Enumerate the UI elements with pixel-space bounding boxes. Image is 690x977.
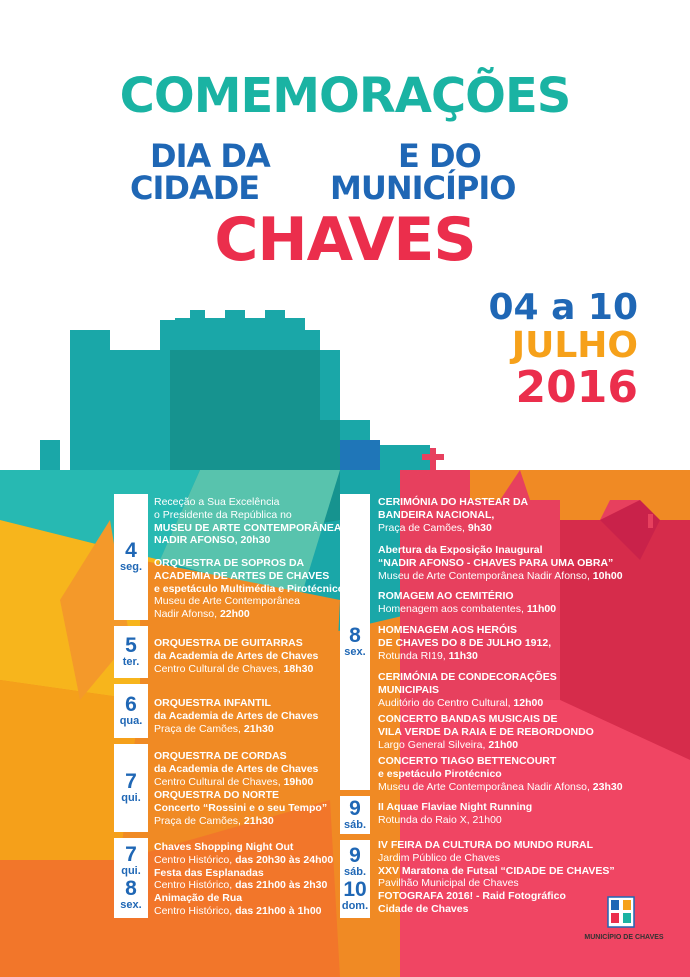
date-box-7 — [114, 744, 148, 832]
title-chaves: CHAVES — [214, 205, 476, 275]
event-8-exposicao: Abertura da Exposição Inaugural “NADIR AFONSO - CHAVES PARA UMA OBRA” Museu de Arte Contemporânea Nadir Afonso, 10h00 — [378, 544, 623, 582]
event-7-orquestra-cordas: ORQUESTRA DE CORDAS da Academia de Artes de Chaves Centro Cultural de Chaves, 19h00 — [154, 750, 319, 788]
day-number-2: 8 — [125, 877, 137, 900]
day-weekday: ter. — [122, 655, 140, 668]
day-number: 6 — [125, 692, 137, 716]
title-cidade: CIDADE — [130, 169, 260, 207]
date-year: 2016 — [515, 362, 638, 413]
day-number: 7 — [125, 769, 137, 793]
day-weekday: seg. — [119, 560, 142, 573]
day-number: 7 — [125, 842, 137, 866]
day-number-2: 10 — [343, 878, 367, 901]
date-range: 04 a 10 — [488, 287, 638, 328]
day-number: 9 — [349, 796, 361, 820]
date-box-5 — [114, 626, 148, 678]
event-9-night-running: II Aquae Flaviae Night Running Rotunda do Raio X, 21h00 — [378, 801, 533, 826]
title-comemoracoes: COMEMORAÇÕES — [119, 68, 571, 124]
day-weekday: sex. — [344, 645, 366, 658]
date-box-7-8 — [114, 838, 148, 918]
day-weekday: qui. — [121, 791, 141, 804]
date-box-8 — [340, 494, 370, 790]
title-e-do: E DO — [398, 137, 481, 175]
day-weekday-2: sex. — [120, 899, 142, 911]
title-dia-da: DIA DA — [150, 137, 270, 175]
day-weekday: qua. — [119, 714, 143, 727]
event-7-8-night-events: Chaves Shopping Night Out Centro Histórico, das 20h30 às 24h00 Festa das Esplanadas Centro Histórico, das 21h00 às 2h30 Animação de Rua Centro Histórico, das 21h00 à 1h00 — [154, 841, 334, 917]
event-9-10-weekend: IV FEIRA DA CULTURA DO MUNDO RURAL Jardim Público de Chaves XXV Maratona de Futsal “CIDADE DE CHAVES” Pavilhão Municipal de Chaves FOTOGRAFA 2016! - Raid Fotográfico Cidade de Chaves — [378, 839, 615, 915]
event-8-concerto-bandas: CONCERTO BANDAS MUSICAIS DE VILA VERDE DA RAIA E DE REBORDONDO Largo General Silveira, 21h00 — [378, 713, 594, 751]
event-8-homenagem-herois: HOMENAGEM AOS HERÓIS DE CHAVES DO 8 DE JULHO 1912, Rotunda RI19, 11h30 — [378, 624, 552, 662]
date-box-9-10 — [340, 840, 370, 918]
municipio-logo-text: MUNICÍPIO DE CHAVES — [584, 934, 664, 941]
day-number: 9 — [349, 843, 361, 867]
day-number: 8 — [349, 623, 361, 647]
event-5-orquestra-guitarras: ORQUESTRA DE GUITARRAS da Academia de Artes de Chaves Centro Cultural de Chaves, 18h30 — [154, 637, 319, 675]
event-6-orquestra-infantil: ORQUESTRA INFANTIL da Academia de Artes de Chaves Praça de Camões, 21h30 — [154, 697, 319, 735]
day-number: 4 — [125, 538, 137, 562]
day-weekday: sáb. — [343, 865, 366, 878]
day-number: 5 — [125, 633, 137, 657]
title-municipio: MUNICÍPIO — [330, 169, 516, 207]
date-month: JULHO — [511, 325, 638, 366]
date-box-9 — [340, 796, 370, 834]
date-box-6 — [114, 684, 148, 738]
event-4-orquestra-sopros: ORQUESTRA DE SOPROS DA ACADEMIA DE ARTES DE CHAVES e espetáculo Multimédia e Pirotécnico Museu de Arte Contemporânea Nadir Afonso, 22h00 — [154, 557, 345, 621]
date-box-4 — [114, 494, 148, 620]
event-7-orquestra-norte: ORQUESTRA DO NORTE Concerto “Rossini e o seu Tempo” Praça de Camões, 21h30 — [154, 789, 328, 827]
event-8-hastear-bandeira: CERIMÓNIA DO HASTEAR DA BANDEIRA NACIONAL, Praça de Camões, 9h30 — [378, 496, 529, 534]
event-8-romagem: ROMAGEM AO CEMITÉRIO Homenagem aos combatentes, 11h00 — [378, 590, 557, 615]
event-4-reception: Receção a Sua Excelência o Presidente da República no MUSEU DE ARTE CONTEMPORÂNEA NADIR AFONSO, 20h30 — [154, 496, 342, 547]
municipio-logo-icon — [606, 895, 636, 929]
day-weekday: sáb. — [343, 818, 366, 831]
day-weekday: qui. — [121, 864, 141, 877]
event-8-condecoracoes: CERIMÓNIA DE CONDECORAÇÕES MUNICIPAIS Auditório do Centro Cultural, 12h00 — [378, 671, 557, 709]
day-weekday-2: dom. — [341, 900, 369, 912]
event-8-concerto-tiago: CONCERTO TIAGO BETTENCOURT e espetáculo Pirotécnico Museu de Arte Contemporânea Nadir Afonso, 23h30 — [378, 755, 623, 793]
